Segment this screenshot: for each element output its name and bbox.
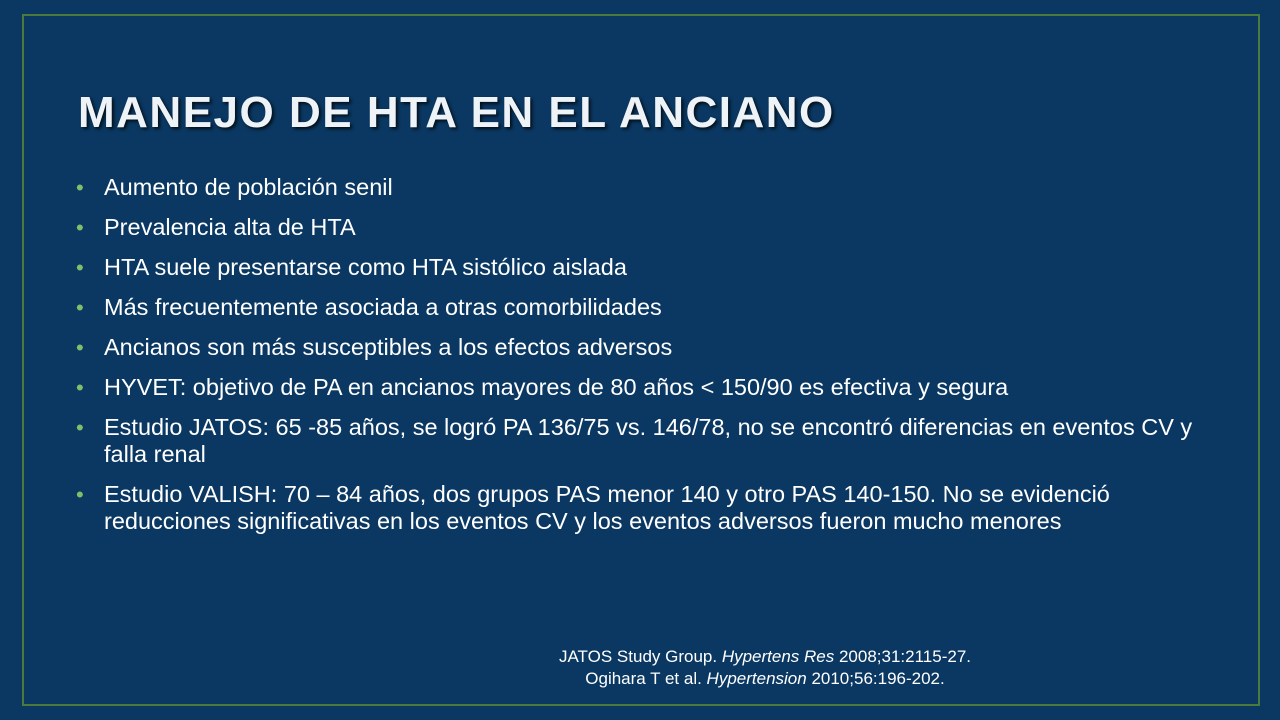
bullet-text: Ancianos son más susceptibles a los efectos adversos bbox=[104, 334, 673, 360]
bullet-item bbox=[76, 374, 1226, 401]
bullet-list bbox=[76, 174, 1226, 548]
bullet-item bbox=[76, 414, 1226, 468]
bullet-item bbox=[76, 254, 1226, 281]
bullet-icon: • bbox=[76, 175, 84, 200]
bullet-text: HYVET: objetivo de PA en ancianos mayores de 80 años < 150/90 es efectiva y segura bbox=[104, 374, 1009, 400]
bullet-item bbox=[76, 174, 1226, 201]
bullet-text: Aumento de población senil bbox=[104, 174, 393, 200]
bullet-text: HTA suele presentarse como HTA sistólico aislada bbox=[104, 254, 627, 280]
bullet-item bbox=[76, 294, 1226, 321]
bullet-icon: • bbox=[76, 295, 84, 320]
bullet-icon: • bbox=[76, 255, 84, 280]
reference-ogihara: Ogihara T et al. Hypertension 2010;56:196-202. bbox=[585, 669, 945, 688]
bullet-icon: • bbox=[76, 335, 84, 360]
bullet-icon: • bbox=[76, 375, 84, 400]
bullet-item bbox=[76, 334, 1226, 361]
bullet-icon: • bbox=[76, 415, 84, 440]
bullet-text: Estudio VALISH: 70 – 84 años, dos grupos PAS menor 140 y otro PAS 140-150. No se evidenció reducciones significativas en los eventos CV y los eventos adversos fueron mucho menores bbox=[104, 481, 1110, 534]
bullet-icon: • bbox=[76, 482, 84, 507]
bullet-icon: • bbox=[76, 215, 84, 240]
journal-name: Hypertens Res bbox=[721, 647, 835, 666]
journal-name: Hypertension bbox=[706, 669, 807, 688]
bullet-text: Estudio JATOS: 65 -85 años, se logró PA 136/75 vs. 146/78, no se encontró diferencias en eventos CV y falla renal bbox=[104, 414, 1193, 467]
bullet-item bbox=[76, 214, 1226, 241]
bullet-text: Prevalencia alta de HTA bbox=[104, 214, 356, 240]
bullet-item bbox=[76, 481, 1226, 535]
bullet-text: Más frecuentemente asociada a otras comorbilidades bbox=[104, 294, 662, 320]
references bbox=[0, 646, 1280, 690]
reference-jatos: JATOS Study Group. Hypertens Res 2008;31:2115-27. bbox=[558, 647, 971, 666]
slide-title: MANEJO DE HTA EN EL ANCIANO bbox=[78, 88, 835, 137]
